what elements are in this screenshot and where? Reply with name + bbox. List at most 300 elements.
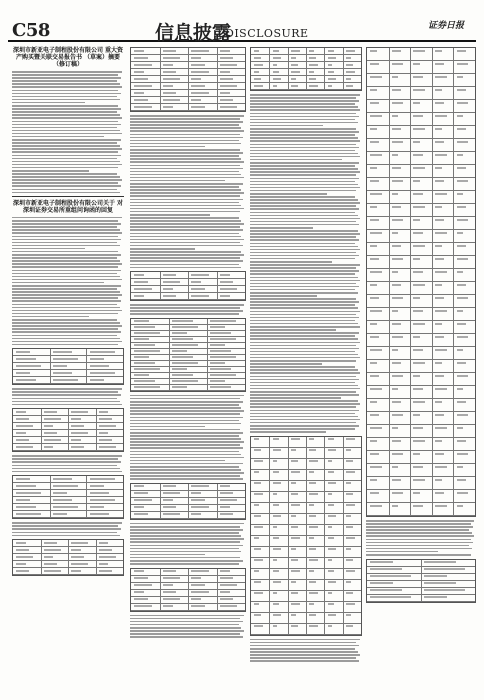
table-cell: [291, 515, 296, 517]
table-cell: [346, 559, 353, 561]
table-cell: [273, 581, 282, 583]
table-cell-divider: [306, 55, 307, 61]
table-row: [251, 492, 361, 503]
table-cell-divider: [306, 69, 307, 75]
table-cell: [435, 453, 444, 455]
table-cell: [291, 504, 300, 506]
text-line: [12, 331, 121, 333]
text-line: [250, 363, 322, 365]
table-cell-divider: [324, 55, 325, 61]
table-cell-divider: [324, 569, 325, 579]
text-line: [366, 523, 471, 525]
text-line: [250, 277, 358, 279]
table-cell: [191, 71, 208, 73]
table-cell: [44, 425, 53, 427]
text-line: [130, 177, 244, 179]
table-cell: [370, 323, 376, 325]
table-cell-divider: [343, 492, 344, 502]
table-cell: [309, 581, 316, 583]
text-line: [250, 165, 355, 167]
text-line: [250, 431, 326, 433]
table-cell-divider: [288, 62, 289, 68]
table-cell: [254, 559, 263, 561]
table-cell: [435, 505, 447, 507]
table-cell: [134, 332, 160, 334]
table-row: [251, 624, 361, 635]
table-cell: [457, 349, 463, 351]
data-table: [12, 408, 124, 452]
table-cell: [44, 542, 57, 544]
text-line: [250, 156, 360, 158]
table-cell-divider: [50, 504, 51, 510]
text-line: [130, 407, 241, 409]
table-cell: [134, 499, 151, 501]
table-cell-divider: [50, 490, 51, 496]
table-cell: [435, 427, 447, 429]
table-cell-divider: [432, 373, 433, 385]
table-cell: [90, 478, 115, 480]
table-cell: [273, 559, 278, 561]
table-cell-divider: [453, 295, 454, 307]
table-cell-divider: [389, 113, 390, 125]
table-cell-divider: [169, 337, 170, 342]
table-cell: [413, 206, 425, 208]
text-line: [130, 127, 241, 129]
table-cell-divider: [160, 69, 161, 75]
table-cell-divider: [217, 597, 218, 603]
text-line: [12, 279, 122, 281]
table-cell-divider: [421, 588, 422, 594]
table-cell: [457, 63, 469, 65]
text-line: [12, 471, 122, 473]
table-cell: [163, 50, 177, 52]
text-line: [130, 441, 244, 443]
text-line: [130, 118, 240, 120]
table-cell-divider: [389, 87, 390, 99]
table-cell: [291, 570, 300, 572]
text-line: [250, 345, 356, 347]
text-line: [12, 294, 122, 296]
table-cell: [210, 338, 236, 340]
table-cell: [134, 368, 160, 370]
table-cell: [163, 492, 180, 494]
table-cell: [309, 471, 314, 473]
table-cell-divider: [432, 191, 433, 203]
table-cell-divider: [169, 373, 170, 378]
text-line: [250, 329, 336, 331]
table-cell: [134, 326, 154, 328]
table-cell-divider: [324, 602, 325, 612]
table-cell: [346, 504, 355, 506]
table-cell-divider: [324, 69, 325, 75]
table-cell-divider: [169, 325, 170, 330]
table-row: [367, 373, 475, 386]
table-cell: [346, 603, 355, 605]
table-cell: [392, 310, 398, 312]
table-cell-divider: [410, 490, 411, 502]
table-cell-divider: [288, 602, 289, 612]
table-cell-divider: [410, 269, 411, 281]
table-cell-divider: [188, 76, 189, 82]
table-cell: [291, 482, 296, 484]
table-cell-divider: [306, 481, 307, 491]
table-cell: [163, 295, 177, 297]
table-cell-divider: [324, 514, 325, 524]
table-cell-divider: [453, 308, 454, 320]
table-row: [251, 459, 361, 470]
table-cell: [309, 625, 318, 627]
text-line: [130, 257, 240, 259]
table-cell: [370, 401, 376, 403]
table-cell-divider: [389, 464, 390, 476]
table-cell: [435, 440, 441, 442]
text-line: [12, 164, 122, 166]
table-row: [251, 503, 361, 514]
table-cell: [210, 368, 230, 370]
text-line: [250, 413, 355, 415]
text-line: [130, 171, 239, 173]
table-row: [131, 97, 245, 104]
table-cell: [413, 154, 422, 156]
table-cell-divider: [41, 554, 42, 560]
table-cell-divider: [306, 602, 307, 612]
table-cell-divider: [324, 503, 325, 513]
table-cell: [71, 411, 88, 413]
text-line: [250, 106, 358, 108]
text-line: [12, 525, 118, 527]
table-cell: [163, 513, 180, 515]
table-cell: [191, 295, 208, 297]
text-line: [250, 187, 360, 189]
text-line: [130, 432, 243, 434]
text-line: [250, 326, 360, 328]
table-cell-divider: [188, 512, 189, 518]
table-cell-divider: [410, 360, 411, 372]
table-cell: [254, 438, 259, 440]
table-cell-divider: [306, 48, 307, 54]
text-line: [130, 168, 243, 170]
table-cell: [163, 281, 180, 283]
table-cell: [90, 379, 104, 381]
table-cell: [435, 284, 441, 286]
table-cell-divider: [410, 113, 411, 125]
table-row: [131, 385, 245, 391]
table-cell-divider: [410, 48, 411, 60]
table-cell: [392, 401, 401, 403]
table-row: [251, 613, 361, 624]
text-line: [12, 232, 122, 234]
table-cell: [220, 71, 230, 73]
table-cell-divider: [389, 178, 390, 190]
text-line: [12, 461, 121, 463]
text-line: [250, 267, 356, 269]
table-cell-divider: [96, 416, 97, 422]
table-cell-divider: [389, 74, 390, 86]
table-cell-divider: [324, 547, 325, 557]
table-cell: [435, 310, 447, 312]
table-cell: [457, 466, 463, 468]
table-cell-divider: [324, 48, 325, 54]
table-cell: [392, 206, 401, 208]
table-cell-divider: [288, 536, 289, 546]
table-cell: [99, 542, 108, 544]
table-cell: [457, 388, 463, 390]
text-line: [250, 212, 355, 214]
table-cell-divider: [432, 503, 433, 515]
text-line: [250, 314, 356, 316]
table-cell-divider: [306, 624, 307, 634]
table-cell: [328, 603, 335, 605]
table-cell-divider: [41, 561, 42, 567]
table-cell: [370, 582, 393, 584]
table-cell-divider: [86, 356, 87, 362]
table-cell-divider: [50, 483, 51, 489]
table-cell-divider: [421, 560, 422, 566]
table-cell: [134, 386, 160, 388]
text-line: [250, 103, 355, 105]
table-cell: [370, 466, 382, 468]
table-cell-divider: [217, 62, 218, 68]
text-line: [250, 651, 358, 653]
table-cell: [370, 232, 382, 234]
table-cell: [210, 356, 236, 358]
table-cell: [134, 78, 148, 80]
table-cell-divider: [389, 373, 390, 385]
table-row: [131, 286, 245, 293]
text-line: [130, 137, 243, 139]
table-cell-divider: [217, 279, 218, 285]
table-cell: [413, 401, 425, 403]
table-row: [367, 48, 475, 61]
table-cell: [16, 570, 29, 572]
text-line: [130, 248, 195, 250]
table-cell: [273, 64, 278, 66]
table-cell: [291, 526, 298, 528]
table-cell-divider: [432, 438, 433, 450]
newspaper-logo: 证券日报: [428, 21, 465, 31]
table-cell: [134, 288, 151, 290]
table-cell: [220, 584, 237, 586]
table-cell-divider: [86, 497, 87, 503]
text-line: [130, 560, 243, 562]
table-cell-divider: [453, 191, 454, 203]
text-line: [250, 230, 358, 232]
table-cell: [273, 504, 280, 506]
table-cell: [134, 338, 148, 340]
table-cell-divider: [324, 492, 325, 502]
text-line: [130, 174, 241, 176]
text-line: [12, 189, 117, 191]
table-cell: [273, 592, 278, 594]
table-cell: [346, 592, 353, 594]
table-row: [251, 580, 361, 591]
text-line: [12, 83, 120, 85]
table-cell: [273, 438, 280, 440]
table-cell: [273, 460, 278, 462]
table-cell: [309, 493, 318, 495]
table-cell: [435, 401, 441, 403]
text-line: [130, 229, 243, 231]
text-line: [130, 551, 241, 553]
text-line: [250, 639, 360, 641]
table-cell-divider: [217, 69, 218, 75]
table-cell: [220, 577, 234, 579]
table-cell-divider: [410, 438, 411, 450]
table-cell-divider: [68, 409, 69, 415]
text-line: [12, 124, 121, 126]
table-cell-divider: [41, 409, 42, 415]
table-cell: [71, 549, 80, 551]
table-cell: [392, 349, 398, 351]
text-line: [12, 266, 118, 268]
table-cell-divider: [160, 569, 161, 575]
table-cell-divider: [453, 347, 454, 359]
table-cell-divider: [306, 62, 307, 68]
table-row: [367, 243, 475, 256]
table-cell: [346, 85, 353, 87]
table-cell: [435, 492, 444, 494]
text-line: [130, 115, 244, 117]
table-cell: [163, 485, 177, 487]
table-cell: [370, 561, 393, 563]
text-line: [130, 444, 240, 446]
table-cell-divider: [269, 481, 270, 491]
table-cell: [191, 274, 208, 276]
table-cell: [435, 141, 444, 143]
text-line: [12, 74, 118, 76]
text-line: [12, 105, 118, 107]
text-line: [250, 196, 355, 198]
table-cell: [413, 414, 419, 416]
table-cell: [413, 388, 422, 390]
table-cell: [370, 167, 376, 169]
table-cell: [163, 598, 180, 600]
text-line: [366, 542, 473, 544]
table-cell-divider: [288, 55, 289, 61]
table-cell: [71, 439, 80, 441]
table-cell: [134, 64, 151, 66]
table-cell-divider: [432, 477, 433, 489]
table-cell: [309, 460, 318, 462]
table-cell: [71, 556, 84, 558]
table-cell-divider: [96, 547, 97, 553]
text-line: [12, 288, 117, 290]
table-row: [251, 514, 361, 525]
divider: [12, 196, 124, 197]
table-cell: [435, 414, 444, 416]
table-cell-divider: [217, 512, 218, 518]
table-row: [13, 370, 123, 377]
table-row: [251, 569, 361, 580]
table-cell: [210, 320, 236, 322]
table-cell-divider: [50, 377, 51, 383]
table-cell: [99, 446, 116, 448]
table-cell: [370, 245, 376, 247]
text-line: [250, 174, 356, 176]
table-cell: [309, 614, 316, 616]
table-cell: [457, 271, 463, 273]
table-cell-divider: [217, 484, 218, 490]
data-table: [366, 559, 476, 603]
table-cell: [309, 526, 318, 528]
table-row: [367, 334, 475, 347]
table-cell: [220, 106, 237, 108]
table-cell-divider: [269, 437, 270, 447]
text-line: [250, 642, 356, 644]
table-cell: [220, 274, 230, 276]
table-cell: [44, 556, 53, 558]
table-cell: [210, 386, 230, 388]
text-line: [250, 301, 359, 303]
table-row: [367, 386, 475, 399]
table-cell: [99, 549, 112, 551]
table-cell: [254, 592, 263, 594]
table-cell-divider: [432, 269, 433, 281]
table-row: [131, 76, 245, 83]
table-cell: [210, 374, 236, 376]
table-row: [367, 178, 475, 191]
table-cell: [370, 219, 379, 221]
text-line: [130, 633, 240, 635]
table-cell: [370, 596, 411, 598]
table-cell: [392, 375, 404, 377]
table-cell: [44, 549, 61, 551]
table-cell: [392, 427, 398, 429]
table-cell-divider: [306, 547, 307, 557]
text-line: [130, 466, 239, 468]
table-cell: [291, 438, 300, 440]
text-line: [12, 242, 117, 244]
table-cell: [134, 344, 154, 346]
table-cell-divider: [389, 61, 390, 73]
table-cell: [457, 128, 466, 130]
table-cell-divider: [389, 243, 390, 255]
table-cell: [172, 326, 198, 328]
table-cell: [392, 193, 398, 195]
data-table: [250, 436, 362, 636]
table-cell: [191, 591, 208, 593]
text-line: [250, 178, 359, 180]
text-line: [130, 264, 239, 266]
table-cell: [16, 446, 33, 448]
text-line: [250, 311, 360, 313]
text-line: [130, 192, 244, 194]
text-line: [250, 255, 359, 257]
text-line: [250, 342, 360, 344]
table-cell-divider: [432, 308, 433, 320]
table-cell: [273, 57, 282, 59]
table-cell-divider: [188, 83, 189, 89]
table-cell: [435, 219, 444, 221]
table-cell: [309, 64, 318, 66]
text-line: [130, 155, 239, 157]
table-cell-divider: [217, 293, 218, 299]
text-line: [130, 457, 244, 459]
table-cell: [413, 479, 425, 481]
table-cell-divider: [389, 126, 390, 138]
table-cell-divider: [269, 459, 270, 469]
table-cell-divider: [410, 178, 411, 190]
table-cell: [16, 513, 41, 515]
text-line: [12, 151, 118, 153]
table-cell: [220, 513, 234, 515]
text-line: [12, 90, 118, 92]
table-cell-divider: [453, 503, 454, 515]
table-cell-divider: [432, 256, 433, 268]
table-cell: [220, 92, 230, 94]
table-cell: [210, 350, 230, 352]
table-cell: [254, 71, 259, 73]
